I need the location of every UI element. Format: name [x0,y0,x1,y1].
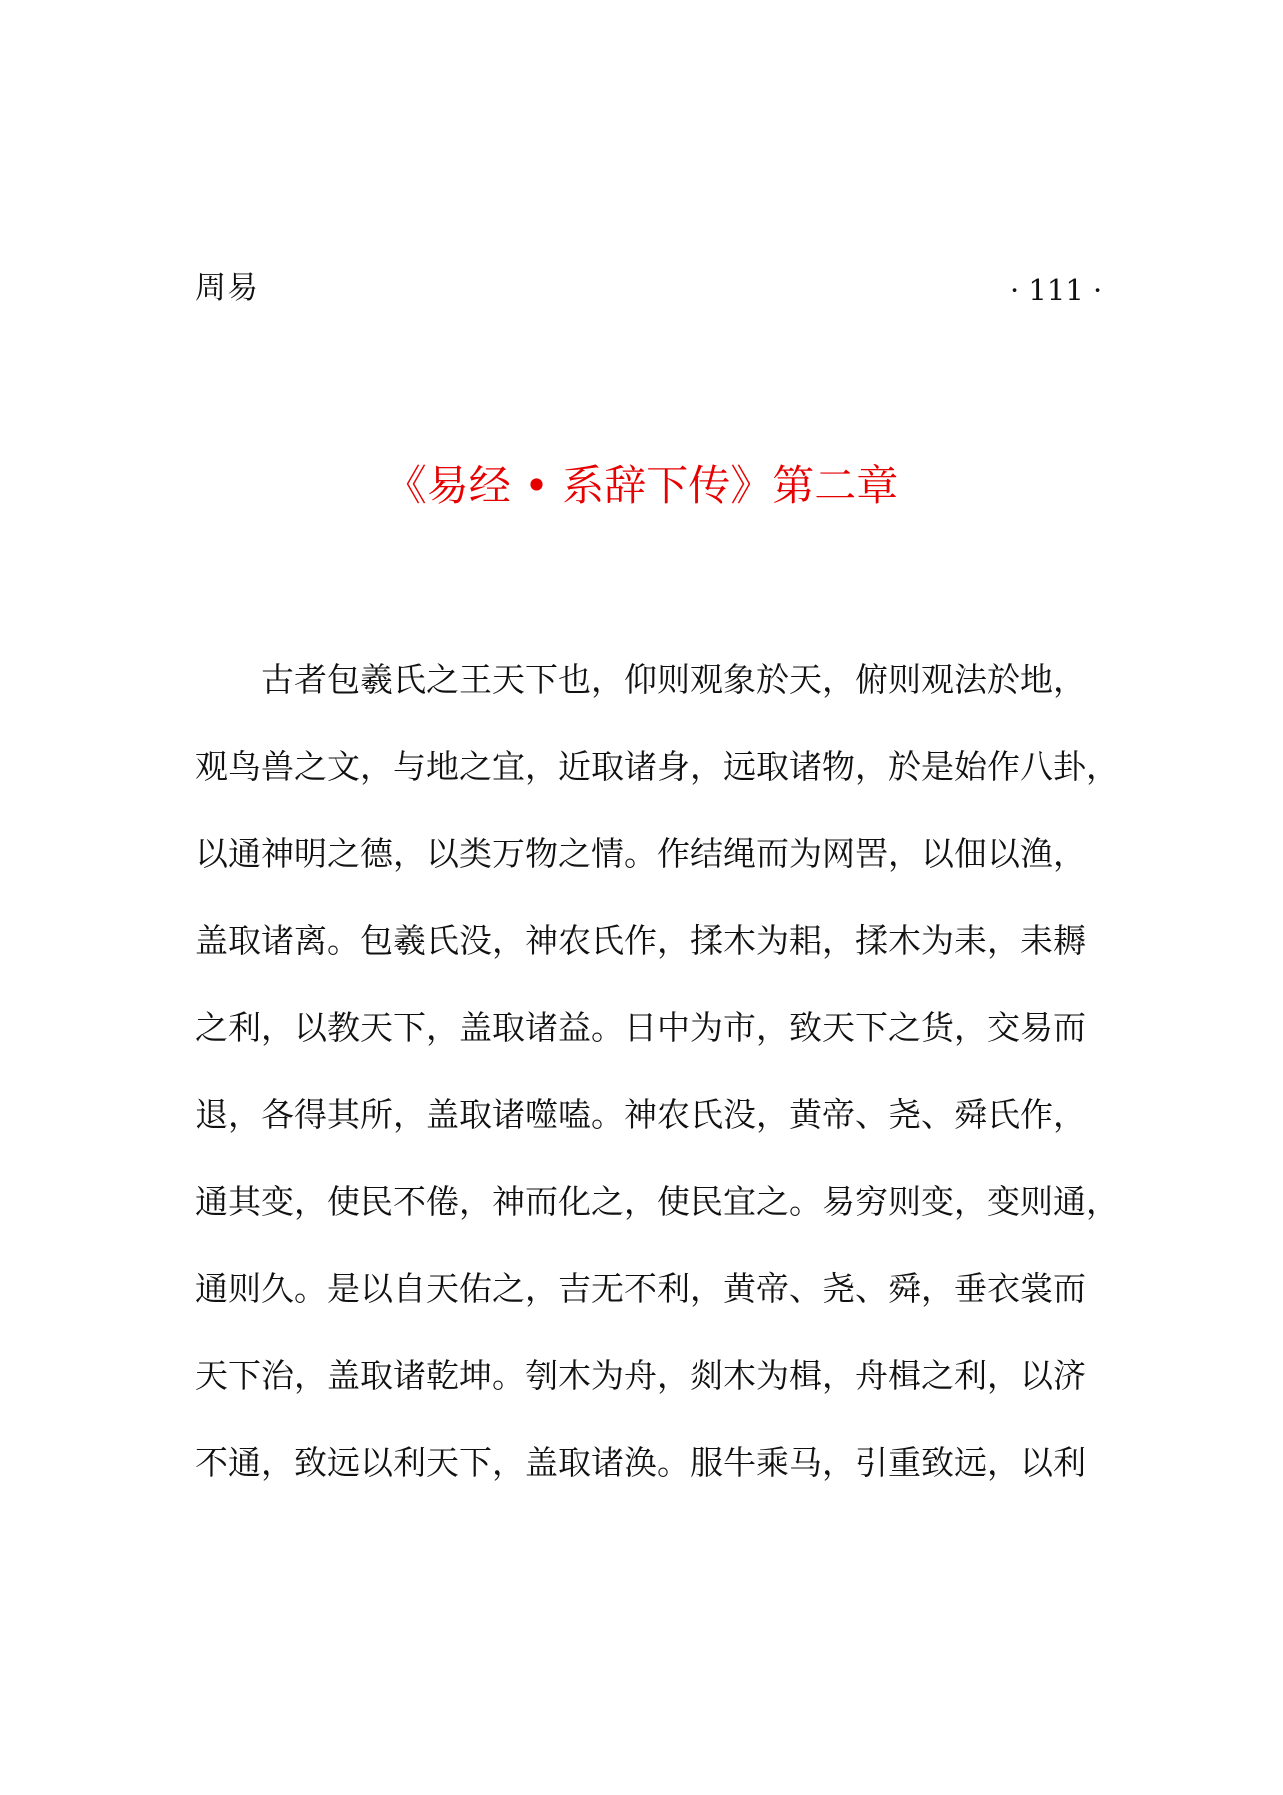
chapter-title: 《易经 • 系辞下传》第二章 [384,461,899,510]
text-line: 退，各得其所，盖取诸噬嗑。神农氏没，黄帝、尧、舜氏作， [195,1095,1086,1134]
text-line: 天下治，盖取诸乾坤。刳木为舟，剡木为楫，舟楫之利，以济 [195,1356,1086,1395]
text-line: 之利，以教天下，盖取诸益。日中为市，致天下之货，交易而 [195,1008,1086,1047]
body-text [195,650,1119,1520]
text-line: 以通神明之德，以类万物之情。作结绳而为网罟，以佃以渔， [195,834,1086,873]
page-number: · 111 · [1010,273,1103,307]
text-line: 通其变，使民不倦，神而化之，使民宜之。易穷则变，变则通， [195,1182,1119,1221]
text-line: 盖取诸离。包羲氏没，神农氏作，揉木为耜，揉木为耒，耒耨 [195,921,1086,960]
text-line: 通则久。是以自天佑之，吉无不利，黄帝、尧、舜，垂衣裳而 [195,1269,1086,1308]
book-title: 周易 [195,270,259,306]
text-line: 古者包羲氏之王天下也，仰则观象於天，俯则观法於地， [195,660,1086,699]
text-line: 不通，致远以利天下，盖取诸涣。服牛乘马，引重致远，以利 [195,1443,1086,1482]
text-line: 观鸟兽之文，与地之宜，近取诸身，远取诸物，於是始作八卦， [195,747,1119,786]
